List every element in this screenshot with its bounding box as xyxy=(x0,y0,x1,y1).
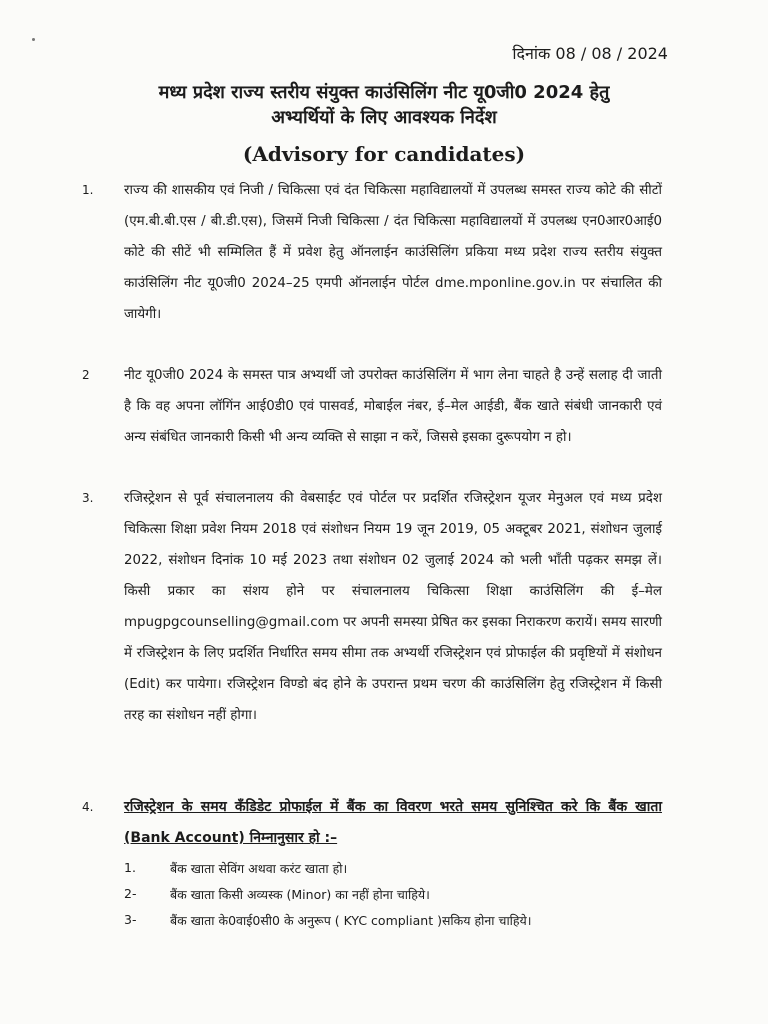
advisory-subtitle: (Advisory for candidates) xyxy=(242,142,526,166)
item-text: राज्य की शासकीय एवं निजी / चिकित्सा एवं दंत चिकित्सा महाविद्यालयों में उपलब्ध समस्त राज्य कोटे की सीटों (एम.बी.बी.एस / बी.डी.एस), जिसमें निजी चिकित्सा / दंत चिकित्सा महाविद्यालयों में उपलब्ध एन0आर0आई0 कोटे की सीटें भी सम्मिलित हैं में प्रवेश हेतु ऑनलाईन काउंसिलिंग प्रकिया मध्य प्रदेश राज्य स्तरीय संयुक्त काउंसिलिंग नीट यू0जी0 2024–25 एमपी ऑनलाईन पोर्टल dme.mponline.gov.in पर संचालित की जायेगी। xyxy=(124,183,662,322)
item-text: रजिस्ट्रेशन से पूर्व संचालनालय की वेबसाईट एवं पोर्टल पर प्रदर्शित रजिस्ट्रेशन यूजर मेनुअल एवं मध्य प्रदेश चिकित्सा शिक्षा प्रवेश नियम 2018 एवं संशोधन नियम 19 जून 2019, 05 अक्टूबर 2021, संशोधन जुलाई 2022, संशोधन दिनांक 10 मई 2023 तथा संशोधन 02 जुलाई 2024 को भली भॉंती पढ़कर समझ लें। किसी प्रकार का संशय होने पर संचालनालय चिकित्सा शिक्षा काउंसिलिंग की ई–मेल mpugpgcounselling@gmail.com पर अपनी समस्या प्रेषित कर इसका निराकरण करायें। समय सारणी में रजिस्ट्रेशन के लिए प्रदर्शित निर्धारित समय सीमा तक अभ्यर्थी रजिस्ट्रेशन एवं प्रोफाईल की प्रवृष्टियों में संशोधन (Edit) कर पायेगा। रजिस्ट्रेशन विण्डो बंद होने के उपरान्त प्रथम चरण की काउंसिलिंग हेतु रजिस्ट्रेशन में किसी तरह का संशोधन नहीं होगा। xyxy=(124,491,662,723)
item-number: 3. xyxy=(82,491,94,505)
item-text: रजिस्ट्रेशन के समय कॅंडिडेट प्रोफाईल में बैंक का विवरण भरते समय सुनिश्चित करे कि बैंक खाता (Bank Account) निम्नानुसार हो :– xyxy=(124,799,662,846)
title-line-2: अभ्यर्थियों के लिए आवश्यक निर्देश xyxy=(271,107,497,128)
sub-text: बैंक खाता सेविंग अथवा करंट खाता हो। xyxy=(170,861,348,876)
title-line-1: मध्य प्रदेश राज्य स्तरीय संयुक्त काउंसिलिंग नीट यू0जी0 2024 हेतु xyxy=(158,82,610,103)
sub-text: बैंक खाता किसी अव्यस्क (Minor) का नहीं होना चाहिये। xyxy=(170,887,430,902)
document-date: दिनांक 08 / 08 / 2024 xyxy=(512,44,668,63)
sub-number: 3- xyxy=(124,912,137,927)
sub-text: बैंक खाता के0वाई0सी0 के अनुरूप ( KYC compliant )सकिय होना चाहिये। xyxy=(170,913,532,928)
sub-number: 1. xyxy=(124,860,136,875)
sub-number: 2- xyxy=(124,886,137,901)
item-number: 4. xyxy=(82,800,94,814)
item-number: 2 xyxy=(82,368,90,382)
scan-speck xyxy=(32,38,35,41)
item-text: नीट यू0जी0 2024 के समस्त पात्र अभ्यर्थी जो उपरोक्त काउंसिलिंग में भाग लेना चाहते है उन्हें सलाह दी जाती है कि वह अपना लॉगिंन आई0डी0 एवं पासवर्ड, मोबाईल नंबर, ई–मेल आईडी, बैंक खाते संबंधी जानकारी एवं अन्य संबंधित जानकारी किसी भी अन्य व्यक्ति से साझा न करें, जिससे इसका दुरूपयोग न हो। xyxy=(124,368,662,445)
item-number: 1. xyxy=(82,183,94,197)
document-title xyxy=(60,80,708,130)
